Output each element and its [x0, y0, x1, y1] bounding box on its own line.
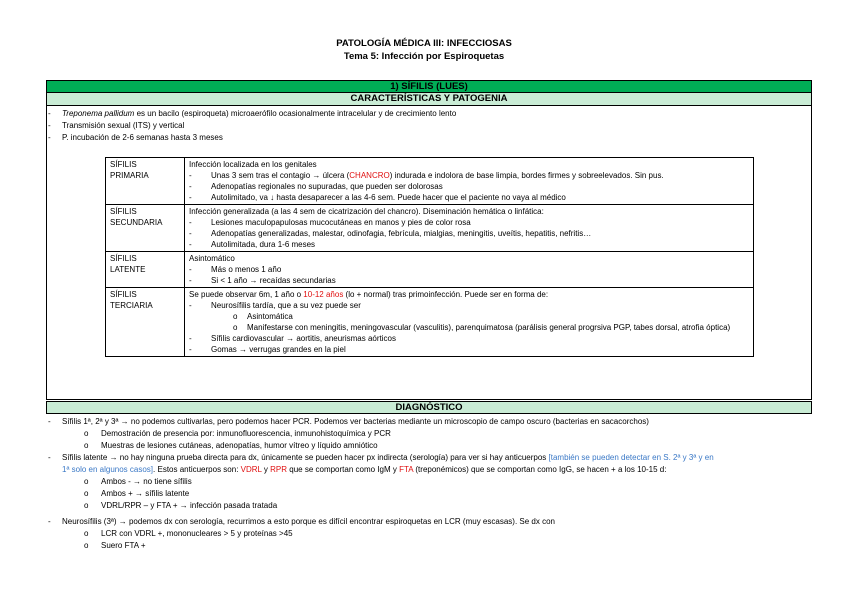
- bullet-transmision: Transmisión sexual (ITS) y vertical: [62, 121, 185, 130]
- stage-content: Infección localizada en los genitales - Unas 3 sem tras el contagio → úlcera (CHANCRO) indurada e indolora de base limpia, bordes firmes y sobreelevados. Sin pus. - Adenopatías regionales no supuradas, que pueden ser dolorosas - Autolimitado, va ↓ hasta desaparecer a las 4-6 sem. Puede hacer que el paciente no vaya al médico: [185, 158, 754, 205]
- sub-bullet-suero: Suero FTA +: [101, 541, 146, 550]
- sub-bullet-marker: o: [84, 429, 89, 438]
- sub-bullet-ambos-pos: Ambos + → sífilis latente: [101, 489, 190, 498]
- sub-bullet-marker: o: [84, 489, 89, 498]
- sub-bullet-demostracion: Demostración de presencia por: inmunofluorescencia, inmunohistoquímica y PCR: [101, 429, 391, 438]
- row-secundaria: [106, 205, 754, 252]
- row-latente: [106, 252, 754, 288]
- row-primaria: [106, 158, 754, 205]
- bullet-incubacion: P. incubación de 2-6 semanas hasta 3 meses: [62, 133, 223, 142]
- stages-table: [105, 157, 754, 357]
- section-diagnostico-title: DIAGNÓSTICO: [46, 401, 812, 414]
- sub-bullet-ambos-neg: Ambos - → no tiene sífilis: [101, 477, 192, 486]
- dash-marker: -: [48, 417, 51, 426]
- bullet-sifilis-latente-cont: 1ª solo en algunos casos]. Estos anticuerpos son: VDRL y RPR que se comportan como IgM y FTA (treponémicos) que se comportan como IgG, se hacen + a los 10-15 d:: [62, 465, 667, 474]
- stage-label: SÍFILIS PRIMARIA: [106, 158, 185, 205]
- bullet-treponema: Treponema pallidum es un bacilo (espiroqueta) microaerófilo ocasionalmente intracelular y de crecimiento lento: [62, 109, 457, 118]
- bullet-sifilis-latente: Sífilis latente → no hay ninguna prueba directa para dx, únicamente se pueden hacer px indirecta (serología) para ver si hay anticuerpos [también se pueden detectar en S. 2ª y 3ª y en: [62, 453, 714, 462]
- dash-marker: -: [48, 121, 51, 130]
- stage-label: SÍFILIS TERCIARIA: [106, 288, 185, 357]
- dash-marker: -: [48, 133, 51, 142]
- dash-marker: -: [48, 453, 51, 462]
- bullet-neurosifilis: Neurosífilis (3ª) → podemos dx con serología, recurrimos a esto porque es difícil encontrar espiroquetas en LCR (muy escasas). Se dx con: [62, 517, 555, 526]
- stage-content: Asintomático - Más o menos 1 año - Si < 1 año → recaídas secundarias: [185, 252, 754, 288]
- sub-bullet-marker: o: [84, 477, 89, 486]
- sub-bullet-vdrl-fta: VDRL/RPR – y FTA + → infección pasada tratada: [101, 501, 278, 510]
- sub-bullet-lcr: LCR con VDRL +, mononucleares > 5 y proteínas >45: [101, 529, 293, 538]
- document-subtitle: Tema 5: Infección por Espiroquetas: [343, 51, 505, 62]
- stage-content: Se puede observar 6m, 1 año o 10-12 años (lo + normal) tras primoinfección. Puede ser en forma de: - Neurosífilis tardía, que a su vez puede ser o Asintomática o Manifestarse con meningitis, meningovascular (vasculitis), parenquimatosa (parálisis general progrsiva PGP, tabes dorsal, atrofia óptica) - Sífilis cardiovascular → aortitis, aneurismas aórticos - Gomas → verrugas grandes en la piel: [185, 288, 754, 357]
- dash-marker: -: [48, 517, 51, 526]
- document-title: PATOLOGÍA MÉDICA III: INFECCIOSAS: [336, 38, 512, 49]
- sub-bullet-marker: o: [84, 501, 89, 510]
- sub-bullet-marker: o: [84, 529, 89, 538]
- sub-bullet-muestras: Muestras de lesiones cutáneas, adenopatías, humor vítreo y líquido amniótico: [101, 441, 378, 450]
- sub-bullet-marker: o: [84, 441, 89, 450]
- section-caracteristicas-title: CARACTERÍSTICAS Y PATOGENIA: [46, 93, 812, 106]
- stage-label: SÍFILIS LATENTE: [106, 252, 185, 288]
- sub-bullet-marker: o: [84, 541, 89, 550]
- section-sifilis-title: 1) SÍFILIS (LUES): [46, 80, 812, 93]
- dash-marker: -: [48, 109, 51, 118]
- row-terciaria: [106, 288, 754, 357]
- bullet-sifilis-123: Sífilis 1ª, 2ª y 3ª → no podemos cultivarlas, pero podemos hacer PCR. Podemos ver bacterias mediante un microscopio de campo oscuro (bacterias en sacacorchos): [62, 417, 649, 426]
- stage-label: SÍFILIS SECUNDARIA: [106, 205, 185, 252]
- stage-content: Infección generalizada (a las 4 sem de cicatrización del chancro). Diseminación hemática o linfática: - Lesiones maculopapulosas mucocutáneas en manos y pies de color rosa - Adenopatías generalizadas, malestar, odinofagia, febrícula, mialgias, meningitis, uveítis, hepatitis, nefritis… - Autolimitada, dura 1-6 meses: [185, 205, 754, 252]
- section1-bottom-border: [46, 399, 812, 400]
